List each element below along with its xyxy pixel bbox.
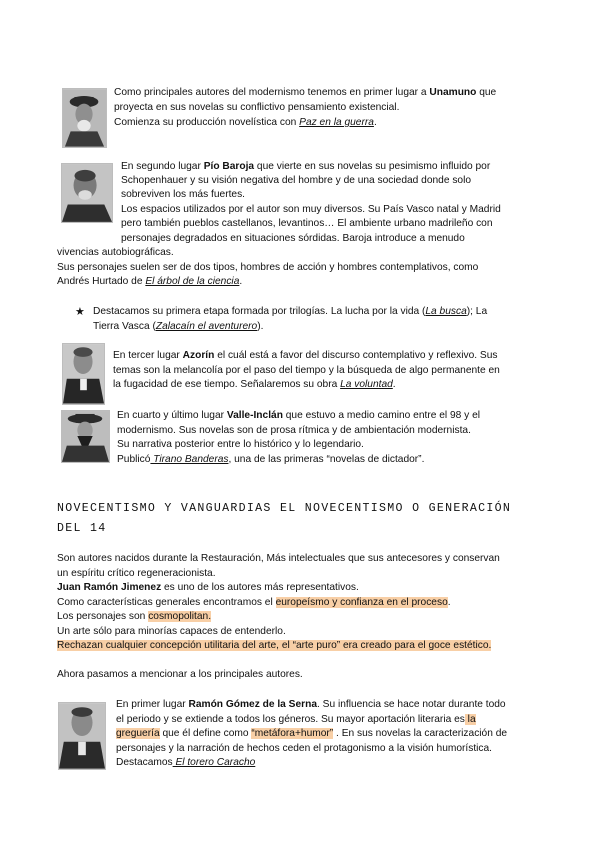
unamuno-line-3: Comienza su producción novelística con Paz en la guerra. — [114, 117, 377, 128]
novecentismo-line-3: Juan Ramón Jimenez es uno de los autores más representativos. — [57, 582, 359, 593]
baroja-line-6: personajes degradados en situaciones sórdidas. Baroja introduce a menudo — [121, 233, 465, 244]
unamuno-portrait — [62, 88, 107, 148]
portrait-image — [63, 344, 104, 404]
novecentismo-line-6: Un arte sólo para minorías capaces de entenderlo. — [57, 626, 286, 637]
highlight-arte-puro: Rechazan cualquier concepción utilitaria del arte, el “arte puro” era creado para el goce estético. — [57, 640, 492, 651]
author-valle-inclan: Valle-Inclán — [226, 410, 283, 421]
portrait-image — [59, 703, 105, 769]
author-azorin: Azorín — [182, 350, 215, 361]
gomez-line-4: personajes y la narración de hechos ceden el protagonismo a la visión humorística. — [116, 743, 493, 754]
baroja-bullet-line-2: Tierra Vasca (Zalacaín el aventurero). — [93, 321, 264, 332]
baroja-line-2: Schopenhauer y su visión negativa del hombre y de una sociedad donde solo — [121, 175, 472, 186]
unamuno-line-2: proyecta en sus novelas su conflictivo pensamiento existencial. — [114, 102, 400, 113]
baroja-line-4: Los espacios utilizados por el autor son muy diversos. Su País Vasco natal y Madrid — [121, 204, 501, 215]
gomez-line-2: el periodo y se extiende a todos los géneros. Su mayor aportación literaria es la — [116, 714, 476, 725]
highlight-metafora-humor: “metáfora+humor” — [251, 728, 334, 739]
work-la-voluntad: La voluntad — [340, 379, 393, 390]
valle-line-3: Su narrativa posterior entre lo histórico y lo legendario. — [117, 439, 364, 450]
novecentismo-line-8: Ahora pasamos a mencionar a los principales autores. — [57, 669, 303, 680]
baroja-bullet-line-1: Destacamos su primera etapa formada por trilogías. La lucha por la vida (La busca); La — [93, 306, 488, 317]
baroja-portrait — [61, 163, 113, 223]
novecentismo-line-1: Son autores nacidos durante la Restauración, Más intelectuales que sus antecesores y conservan — [57, 553, 500, 564]
azorin-line-1: En tercer lugar Azorín el cuál está a favor del discurso contemplativo y reflexivo. Sus — [113, 350, 498, 361]
baroja-line-9: Andrés Hurtado de El árbol de la ciencia. — [57, 276, 243, 287]
author-gomez-de-la-serna: Ramón Gómez de la Serna — [188, 699, 317, 710]
novecentismo-line-5: Los personajes son cosmopolitan. — [57, 611, 212, 622]
gomez-line-1: En primer lugar Ramón Gómez de la Serna. Su influencia se hace notar durante todo — [116, 699, 506, 710]
work-tirano-banderas: Tirano Banderas — [150, 454, 229, 465]
section-heading-line-1: NOVECENTISMO Y VANGUARDIAS EL NOVECENTISMO O GENERACIÓN — [57, 502, 512, 515]
highlight-cosmopolitan: cosmopolitan. — [148, 611, 212, 622]
work-la-busca: La busca — [425, 306, 467, 317]
portrait-image — [62, 411, 109, 462]
azorin-line-3: la fugacidad de ese tiempo. Señalaremos su obra La voluntad. — [113, 379, 396, 390]
work-el-torero-caracho: El torero Caracho — [172, 757, 256, 768]
gomez-de-la-serna-portrait — [58, 702, 106, 770]
highlight-gregueria: greguería — [116, 728, 160, 739]
valle-inclan-portrait — [61, 410, 110, 463]
azorin-line-2: temas son la melancolía por el paso del tiempo y la búsqueda de algo permanente en — [113, 365, 500, 376]
author-baroja: Pío Baroja — [203, 161, 255, 172]
work-paz-en-la-guerra: Paz en la guerra — [299, 117, 374, 128]
novecentismo-line-7 — [57, 639, 491, 653]
work-el-arbol-de-la-ciencia: El árbol de la ciencia — [145, 276, 240, 287]
highlight-la: la — [464, 714, 476, 725]
baroja-line-5: pero también pueblos castellanos, levantinos… El ambiente urbano madrileño con — [121, 218, 493, 229]
baroja-line-8: Sus personajes suelen ser de dos tipos, hombres de acción y hombres contemplativos, como — [57, 262, 479, 273]
portrait-image — [62, 164, 112, 222]
novecentismo-line-2: un espíritu crítico regeneracionista. — [57, 568, 216, 579]
novecentismo-line-4: Como características generales encontramos el europeísmo y confianza en el proceso. — [57, 597, 451, 608]
azorin-portrait — [62, 343, 105, 405]
baroja-line-7: vivencias autobiográficas. — [57, 247, 174, 258]
unamuno-line-1: Como principales autores del modernismo tenemos en primer lugar a Unamuno que — [114, 87, 497, 98]
author-juan-ramon-jimenez: Juan Ramón Jimenez — [57, 582, 162, 593]
valle-line-4: Publicó Tirano Banderas, una de las primeras “novelas de dictador”. — [117, 454, 425, 465]
gomez-line-3: greguería que él define como “metáfora+humor” . En sus novelas la caracterización de — [116, 728, 508, 739]
baroja-line-1: En segundo lugar Pío Baroja que vierte en sus novelas su pesimismo influido por — [121, 161, 491, 172]
baroja-line-3: sobreviven los más fuertes. — [121, 189, 246, 200]
work-zalacain-el-aventurero: Zalacaín el aventurero — [155, 321, 258, 332]
portrait-image — [63, 89, 106, 147]
gomez-line-5: Destacamos El torero Caracho — [116, 757, 256, 768]
valle-line-1: En cuarto y último lugar Valle-Inclán que estuvo a medio camino entre el 98 y el — [117, 410, 480, 421]
highlight-europeismo: europeísmo y confianza en el proceso — [275, 597, 448, 608]
bullet-star-icon: ★ — [75, 306, 85, 318]
author-unamuno: Unamuno — [429, 87, 477, 98]
section-heading-line-2: DEL 14 — [57, 522, 107, 535]
valle-line-2: modernismo. Sus novelas son de prosa rítmica y de ambientación modernista. — [117, 425, 471, 436]
